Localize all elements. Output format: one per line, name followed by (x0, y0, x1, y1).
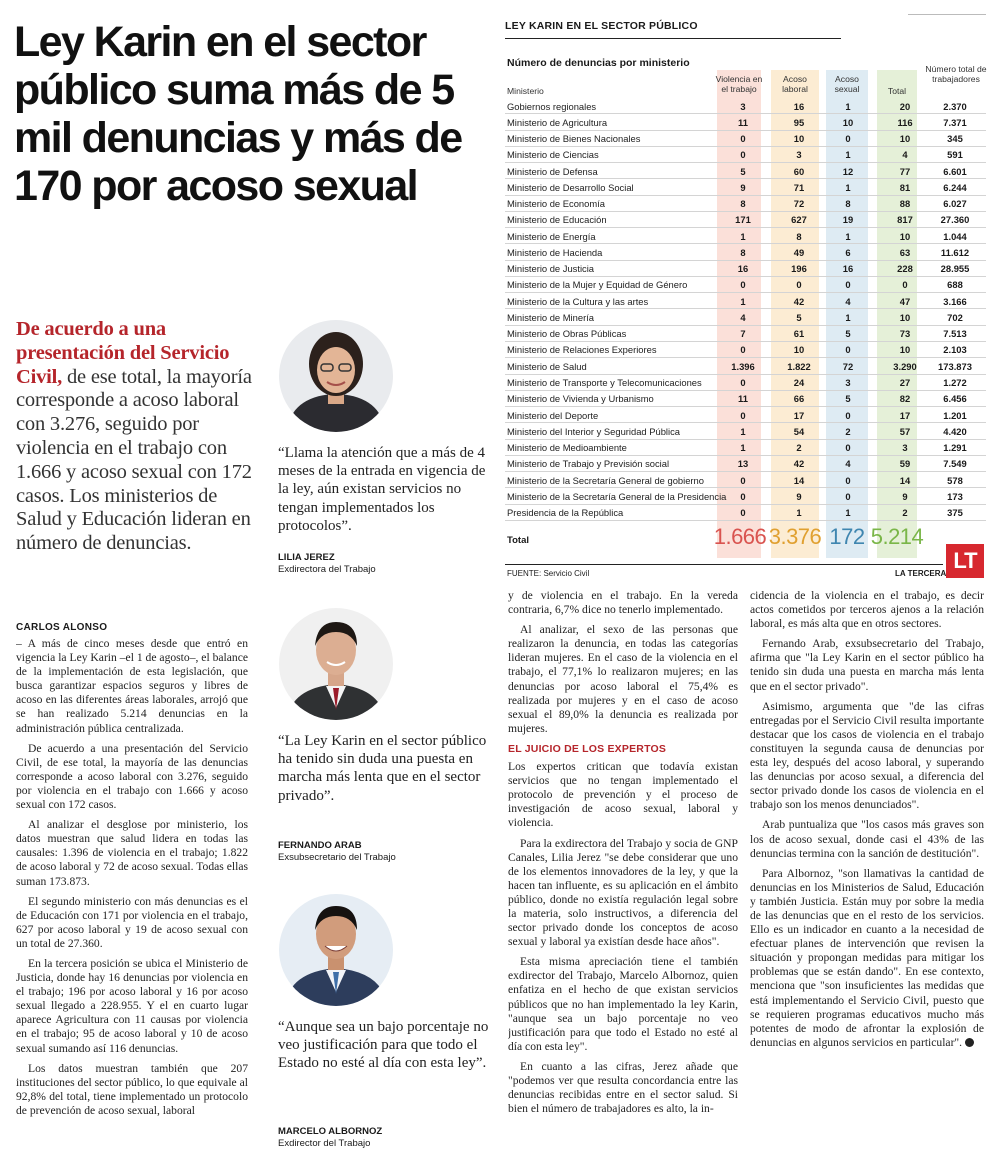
cell-ministerio: Ministerio de Minería (507, 311, 595, 323)
cell-trabajadores: 688 (947, 279, 963, 291)
cell-acoso-sexual: 72 (842, 360, 854, 372)
quote-text: “La Ley Karin en el sector público ha tenido sin duda una puesta en marcha más lenta que en el sector privado”. (278, 733, 487, 804)
cell-acoso-laboral: 42 (793, 458, 805, 470)
table-row (505, 326, 986, 342)
cell-acoso-sexual: 0 (845, 442, 851, 454)
cell-ministerio: Ministerio de la Secretaría General de la Presidencia (507, 490, 727, 502)
end-mark-icon (965, 1038, 974, 1047)
cell-violencia: 0 (740, 490, 746, 502)
body-paragraph: Al analizar el desglose por ministerio, los datos muestran que salud lidera en todas las causales: 1.396 de violencia en el trabajo; 1.822 de acoso laboral y 72 de acoso sexual. Todas ellas suman 173.873. (16, 818, 248, 888)
cell-acoso-laboral: 627 (791, 214, 807, 226)
cell-acoso-laboral: 10 (793, 133, 805, 145)
cell-acoso-sexual: 0 (845, 344, 851, 356)
cell-violencia: 1 (740, 442, 746, 454)
body-paragraph: Los datos muestran también que 207 instituciones del sector público, lo que equivale al 92,8% del total, tiene implementado un protocolo de prevención de acoso sexual, laboral (16, 1061, 248, 1117)
total-total: 5.214 (870, 524, 924, 549)
cell-total: 10 (899, 133, 911, 145)
cell-acoso-sexual: 4 (845, 458, 851, 470)
portrait-fernando-arab (279, 608, 393, 720)
cell-total: 817 (897, 214, 913, 226)
body-paragraph: De acuerdo a una presentación del Servicio Civil, de ese total, la mayoría de las denuncias corresponde a acoso laboral con 3.276, seguido por violencia en el trabajo con 1.666 y acoso sexual con 172 casos. (16, 741, 248, 812)
cell-trabajadores: 1.291 (943, 442, 967, 454)
cell-acoso-laboral: 16 (793, 100, 805, 112)
table-top-rule (908, 14, 986, 15)
cell-violencia: 0 (740, 344, 746, 356)
total-acoso-laboral: 3.376 (768, 524, 822, 549)
cell-acoso-sexual: 1 (845, 311, 851, 323)
table-body (505, 98, 986, 521)
cell-violencia: 0 (740, 507, 746, 519)
cell-ministerio: Ministerio de Ciencias (507, 149, 599, 161)
cell-trabajadores: 28.955 (940, 263, 970, 275)
cell-acoso-sexual: 0 (845, 474, 851, 486)
quote-role: Exdirector del Trabajo (278, 1138, 371, 1149)
cell-violencia: 8 (740, 198, 746, 210)
table-row (505, 423, 986, 439)
table-bottom-rule (505, 564, 943, 565)
cell-acoso-laboral: 8 (796, 230, 802, 242)
table-row (505, 407, 986, 423)
cell-acoso-laboral: 17 (793, 409, 805, 421)
table-row (505, 196, 986, 212)
cell-ministerio: Gobiernos regionales (507, 100, 597, 112)
cell-trabajadores: 4.420 (943, 425, 967, 437)
cell-acoso-sexual: 16 (842, 263, 854, 275)
cell-acoso-sexual: 8 (845, 198, 851, 210)
table-title-rule (505, 38, 841, 39)
table-row (505, 212, 986, 228)
body-paragraph: Asimismo, argumenta que "de las cifras entregadas por el Servicio Civil resulta importante destacar que los casos de violencia en el trabajo constituyen la segunda causa de denuncias por esta ley, después del acoso laboral, y superando las denuncias por acoso sexual, a diferencia del sector privado donde los casos de violencia en el trabajo son los menos denunciados". (750, 699, 984, 812)
cell-trabajadores: 1.201 (943, 409, 967, 421)
cell-violencia: 0 (740, 133, 746, 145)
cell-trabajadores: 2.103 (943, 344, 967, 356)
table-row (505, 228, 986, 244)
cell-violencia: 0 (740, 279, 746, 291)
table-row (505, 98, 986, 114)
table-row (505, 391, 986, 407)
cell-ministerio: Ministerio de Agricultura (507, 116, 608, 128)
cell-acoso-sexual: 6 (845, 246, 851, 258)
cell-ministerio: Ministerio de la Secretaría General de gobierno (507, 474, 704, 486)
cell-acoso-sexual: 10 (842, 116, 854, 128)
body-paragraph: Esta misma apreciación tiene el también exdirector del Trabajo, Marcelo Albornoz, quien enfatiza en el hecho de que existan servicios públicos que no han implementado la ley Karin, "aunque sea un bajo porcentaje no veo justificación para que todo el Estado no esté al día con esta ley". (508, 955, 738, 1053)
total-acoso-sexual: 172 (829, 524, 865, 549)
cell-total: 10 (899, 230, 911, 242)
cell-acoso-sexual: 5 (845, 328, 851, 340)
portrait-image (279, 320, 393, 432)
cell-ministerio: Ministerio de Bienes Nacionales (507, 133, 641, 145)
cell-acoso-laboral: 1 (796, 507, 802, 519)
cell-violencia: 1.396 (731, 360, 755, 372)
cell-total: 20 (899, 100, 911, 112)
cell-total: 63 (899, 246, 911, 258)
lead-text: de ese total, la mayoría corresponde a acoso laboral con 3.276, seguido por violencia en el trabajo con 1.666 y acoso sexual con 172 casos. Los ministerios de Salud y Educación lideran en número de denuncias. (16, 365, 252, 555)
cell-violencia: 5 (740, 165, 746, 177)
table-subtitle: Número de denuncias por ministerio (507, 57, 690, 69)
body-paragraph: cidencia de la violencia en el trabajo, es decir actos cometidos por terceros ajenos a la relación laboral, es más alta que en otros sectores. (750, 589, 984, 631)
cell-total: 10 (899, 311, 911, 323)
cell-trabajadores: 6.601 (943, 165, 967, 177)
cell-acoso-laboral: 60 (793, 165, 805, 177)
cell-total: 2 (902, 507, 908, 519)
table-row (505, 342, 986, 358)
cell-acoso-sexual: 1 (845, 149, 851, 161)
cell-violencia: 1 (740, 295, 746, 307)
cell-ministerio: Ministerio del Deporte (507, 409, 599, 421)
cell-ministerio: Ministerio de Relaciones Experiores (507, 344, 657, 356)
cell-trabajadores: 6.027 (943, 198, 967, 210)
cell-total: 3 (902, 442, 908, 454)
cell-ministerio: Ministerio del Interior y Seguridad Pública (507, 425, 681, 437)
cell-acoso-laboral: 196 (791, 263, 807, 275)
table-row (505, 456, 986, 472)
cell-ministerio: Ministerio de Medioambiente (507, 442, 627, 454)
quote-name: MARCELO ALBORNOZ (278, 1126, 383, 1137)
body-paragraph: El segundo ministerio con más denuncias es el de Educación con 171 por violencia en el trabajo, 627 por acoso laboral y 19 de acoso sexual con un total de 27.360. (16, 894, 248, 950)
cell-ministerio: Ministerio de la Cultura y las artes (507, 295, 649, 307)
cell-total: 73 (899, 328, 911, 340)
cell-acoso-sexual: 5 (845, 393, 851, 405)
cell-acoso-laboral: 71 (793, 181, 805, 193)
cell-trabajadores: 578 (947, 474, 963, 486)
cell-total: 3.290 (893, 360, 917, 372)
cell-acoso-sexual: 1 (845, 230, 851, 242)
quote-text: “Aunque sea un bajo porcentaje no veo justificación para que todo el Estado no esté al día con esta ley”. (278, 1019, 489, 1072)
cell-acoso-laboral: 54 (793, 425, 805, 437)
table-row (505, 244, 986, 260)
portrait-image (279, 608, 393, 720)
cell-trabajadores: 27.360 (940, 214, 970, 226)
table-source: FUENTE: Servicio Civil (507, 569, 590, 578)
cell-ministerio: Ministerio de Justicia (507, 263, 595, 275)
table-row (505, 293, 986, 309)
body-column-2 (508, 589, 738, 1159)
cell-violencia: 4 (740, 311, 746, 323)
cell-total: 0 (902, 279, 908, 291)
table-row (505, 147, 986, 163)
cell-violencia: 3 (740, 100, 746, 112)
body-paragraph (750, 867, 984, 1050)
cell-acoso-sexual: 1 (845, 181, 851, 193)
cell-trabajadores: 1.272 (943, 377, 967, 389)
body-paragraph: En cuanto a las cifras, Jerez añade que "podemos ver que resulta concordancia entre las denuncias recibidas entre en el sector salud. Si bien el número de trabajadores es alto, la in- (508, 1059, 738, 1116)
cell-violencia: 171 (735, 214, 751, 226)
cell-acoso-sexual: 12 (842, 165, 854, 177)
cell-violencia: 7 (740, 328, 746, 340)
cell-ministerio: Ministerio de Transporte y Telecomunicaciones (507, 377, 702, 389)
cell-acoso-sexual: 0 (845, 279, 851, 291)
body-paragraph: – A más de cinco meses desde que entró en vigencia la Ley Karin –el 1 de agosto–, el balance de la implementación de esta legislación, que busca garantizar espacios seguros y libres de acoso en las diferentes áreas laborales, arrojó que se han realizado 5.214 denuncias en la administración pública centralizada. (16, 637, 248, 735)
total-label: Total (507, 535, 529, 546)
body-paragraph: Fernando Arab, exsubsecretario del Trabajo, afirma que "la Ley Karin en el sector público ha tenido sin duda una puesta en marcha más lenta que en el sector privado". (750, 637, 984, 693)
lead-highlight: De acuerdo a una presentación del Servicio Civil, (16, 318, 230, 388)
cell-acoso-laboral: 2 (796, 442, 802, 454)
cell-total: 88 (899, 198, 911, 210)
header-acoso-laboral: Acoso laboral (782, 74, 808, 94)
cell-acoso-laboral: 1.822 (787, 360, 811, 372)
cell-ministerio: Ministerio de Trabajo y Previsión social (507, 458, 670, 470)
portrait-marcelo-albornoz (279, 894, 393, 1006)
cell-trabajadores: 11.612 (940, 246, 970, 258)
cell-total: 57 (899, 425, 911, 437)
table-row (505, 375, 986, 391)
cell-total: 228 (897, 263, 913, 275)
cell-total: 77 (899, 165, 911, 177)
table-row (505, 505, 986, 521)
cell-violencia: 1 (740, 425, 746, 437)
cell-total: 4 (902, 149, 908, 161)
cell-total: 10 (899, 344, 911, 356)
body-paragraph: Los expertos critican que todavía existan servicios que no tengan implementado el protocolo de prevención y el proceso de investigación de acoso sexual, laboral y violencia. (508, 760, 738, 830)
cell-acoso-laboral: 95 (793, 116, 805, 128)
quote-text: “Llama la atención que a más de 4 meses de la entrada en vigencia de la ley, aún existan servicios no tengan implementados los protocolos”. (278, 445, 486, 534)
cell-trabajadores: 591 (947, 149, 963, 161)
table-row (505, 131, 986, 147)
quote-role: Exdirectora del Trabajo (278, 564, 376, 575)
cell-ministerio: Ministerio de Educación (507, 214, 607, 226)
brand-name: LA TERCERA (895, 569, 947, 578)
cell-ministerio: Ministerio de Vivienda y Urbanismo (507, 393, 654, 405)
header-trabajadores: Número total de trabajadores (925, 64, 987, 84)
cell-ministerio: Ministerio de Salud (507, 360, 587, 372)
body-column-1 (16, 637, 248, 1155)
cell-total: 116 (897, 116, 913, 128)
header-violencia: Violencia en el trabajo (715, 74, 763, 94)
cell-acoso-laboral: 49 (793, 246, 805, 258)
cell-trabajadores: 7.513 (943, 328, 967, 340)
section-subhead: EL JUICIO DE LOS EXPERTOS (508, 742, 667, 755)
cell-ministerio: Ministerio de Obras Públicas (507, 328, 627, 340)
cell-acoso-laboral: 24 (793, 377, 805, 389)
cell-acoso-laboral: 61 (793, 328, 805, 340)
cell-violencia: 13 (737, 458, 749, 470)
table-row (505, 163, 986, 179)
header-acoso-sexual: Acoso sexual (834, 74, 860, 94)
headline: Ley Karin en el sector público suma más de 5 mil denuncias y más de 170 por acoso sexual (14, 18, 462, 210)
lead-paragraph (16, 318, 266, 556)
table-row (505, 179, 986, 195)
cell-ministerio: Ministerio de Desarrollo Social (507, 181, 634, 193)
cell-acoso-sexual: 3 (845, 377, 851, 389)
table-row (505, 472, 986, 488)
cell-total: 81 (899, 181, 911, 193)
cell-total: 14 (899, 474, 911, 486)
cell-acoso-sexual: 0 (845, 133, 851, 145)
byline: CARLOS ALONSO (16, 622, 108, 633)
body-paragraph: Al analizar, el sexo de las personas que realizaron la denuncia, en todas las categorías lideran mujeres. En el caso de la violencia en el trabajo, el 77,1% lo realizaron mujeres; en las denuncias por acoso laboral el 75,4% es realizada por mujeres y en el caso de acoso sexual el 89,0% la denuncia es realizada por mujeres. (508, 623, 738, 735)
quote-role: Exsubsecretario del Trabajo (278, 852, 396, 863)
body-text: Para Albornoz, "son llamativas la cantidad de denuncias en los Ministerios de Salud, Educación y también Justicia. Están muy por sobre la media de las denuncias que en el resto de los servicios. Ello es un indicador en cuanto a la necesidad de efectuar planes de intervención que revisen la situación y propongan medidas para mitigar los problemas que se están dando". En ese contexto, menciona que "son insuficientes las medidas que está implementando el Servicio Civil, puesto que se requieren programas educativos mucho más potentes de modo de afrontar la explosión de denuncias en algunos servicios en particular". (750, 866, 984, 1049)
cell-acoso-sexual: 2 (845, 425, 851, 437)
total-violencia: 1.666 (713, 524, 767, 549)
la-tercera-logo: LT (946, 544, 984, 578)
cell-trabajadores: 7.549 (943, 458, 967, 470)
cell-ministerio: Ministerio de Defensa (507, 165, 598, 177)
cell-trabajadores: 375 (947, 507, 963, 519)
table-title: LEY KARIN EN EL SECTOR PÚBLICO (505, 20, 698, 32)
header-ministerio: Ministerio (507, 86, 544, 96)
cell-acoso-sexual: 19 (842, 214, 854, 226)
cell-total: 82 (899, 393, 911, 405)
quote-name: FERNANDO ARAB (278, 840, 362, 851)
cell-trabajadores: 3.166 (943, 295, 967, 307)
cell-acoso-laboral: 9 (796, 490, 802, 502)
cell-total: 17 (899, 409, 911, 421)
cell-trabajadores: 173.873 (938, 360, 972, 372)
cell-ministerio: Ministerio de Energía (507, 230, 596, 242)
table-row (505, 488, 986, 504)
cell-acoso-laboral: 72 (793, 198, 805, 210)
cell-acoso-laboral: 0 (796, 279, 802, 291)
cell-violencia: 0 (740, 149, 746, 161)
cell-trabajadores: 6.244 (943, 181, 967, 193)
cell-violencia: 9 (740, 181, 746, 193)
body-paragraph: y de violencia en el trabajo. En la vereda contraria, 6,7% dice no tenerlo implementado. (508, 589, 738, 617)
cell-violencia: 16 (737, 263, 749, 275)
cell-trabajadores: 6.456 (943, 393, 967, 405)
cell-acoso-sexual: 0 (845, 490, 851, 502)
table-row (505, 358, 986, 374)
cell-ministerio: Ministerio de Economía (507, 198, 605, 210)
cell-total: 27 (899, 377, 911, 389)
cell-acoso-laboral: 14 (793, 474, 805, 486)
cell-ministerio: Presidencia de la República (507, 507, 624, 519)
cell-acoso-sexual: 4 (845, 295, 851, 307)
cell-trabajadores: 1.044 (943, 230, 967, 242)
cell-acoso-laboral: 10 (793, 344, 805, 356)
portrait-image (279, 894, 393, 1006)
body-paragraph: Para la exdirectora del Trabajo y socia de GNP Canales, Lilia Jerez "se debe considerar que uno de los elementos innovadores de la ley, y que la hacen tan influente, es su aplicación en el ámbito público, donde no existía regulación legal sobre la materia, solo instructivos, a diferencia del sector privado donde los conceptos de acoso sexual y laboral ya existían desde hace años". (508, 836, 738, 949)
cell-acoso-laboral: 3 (796, 149, 802, 161)
table-row (505, 114, 986, 130)
table-row (505, 261, 986, 277)
cell-trabajadores: 7.371 (943, 116, 967, 128)
cell-trabajadores: 173 (947, 490, 963, 502)
header-total: Total (887, 86, 907, 96)
cell-acoso-sexual: 0 (845, 409, 851, 421)
cell-violencia: 8 (740, 246, 746, 258)
cell-acoso-laboral: 66 (793, 393, 805, 405)
cell-trabajadores: 2.370 (943, 100, 967, 112)
table-row (505, 309, 986, 325)
cell-acoso-sexual: 1 (845, 100, 851, 112)
cell-acoso-laboral: 5 (796, 311, 802, 323)
cell-total: 47 (899, 295, 911, 307)
cell-acoso-sexual: 1 (845, 507, 851, 519)
cell-ministerio: Ministerio de la Mujer y Equidad de Género (507, 279, 688, 291)
cell-trabajadores: 345 (947, 133, 963, 145)
cell-violencia: 0 (740, 474, 746, 486)
cell-violencia: 0 (740, 377, 746, 389)
table-row (505, 277, 986, 293)
table-row (505, 440, 986, 456)
cell-violencia: 11 (738, 116, 748, 128)
cell-violencia: 11 (738, 393, 748, 405)
body-column-3 (750, 589, 984, 1159)
body-paragraph: En la tercera posición se ubica el Ministerio de Justicia, donde hay 16 denuncias por violencia en el trabajo; 196 por acoso laboral y 16 por acoso sexual llegado a 228.955. Y el en cuarto lugar aparece Agricultura con 11 causas por violencia en el trabajo; 95 de acoso laboral y 10 de acoso sexual sumando así 116 denuncias. (16, 956, 248, 1055)
quote-name: LILIA JEREZ (278, 552, 335, 563)
cell-trabajadores: 702 (947, 311, 963, 323)
cell-violencia: 1 (740, 230, 746, 242)
cell-violencia: 0 (740, 409, 746, 421)
cell-total: 59 (899, 458, 911, 470)
cell-total: 9 (902, 490, 908, 502)
body-paragraph: Arab puntualiza que "los casos más graves son los de acoso sexual, donde casi el 43% de las denuncias termina con la sanción de destitución". (750, 818, 984, 860)
cell-acoso-laboral: 42 (793, 295, 805, 307)
cell-ministerio: Ministerio de Hacienda (507, 246, 603, 258)
portrait-lilia-jerez (279, 320, 393, 432)
